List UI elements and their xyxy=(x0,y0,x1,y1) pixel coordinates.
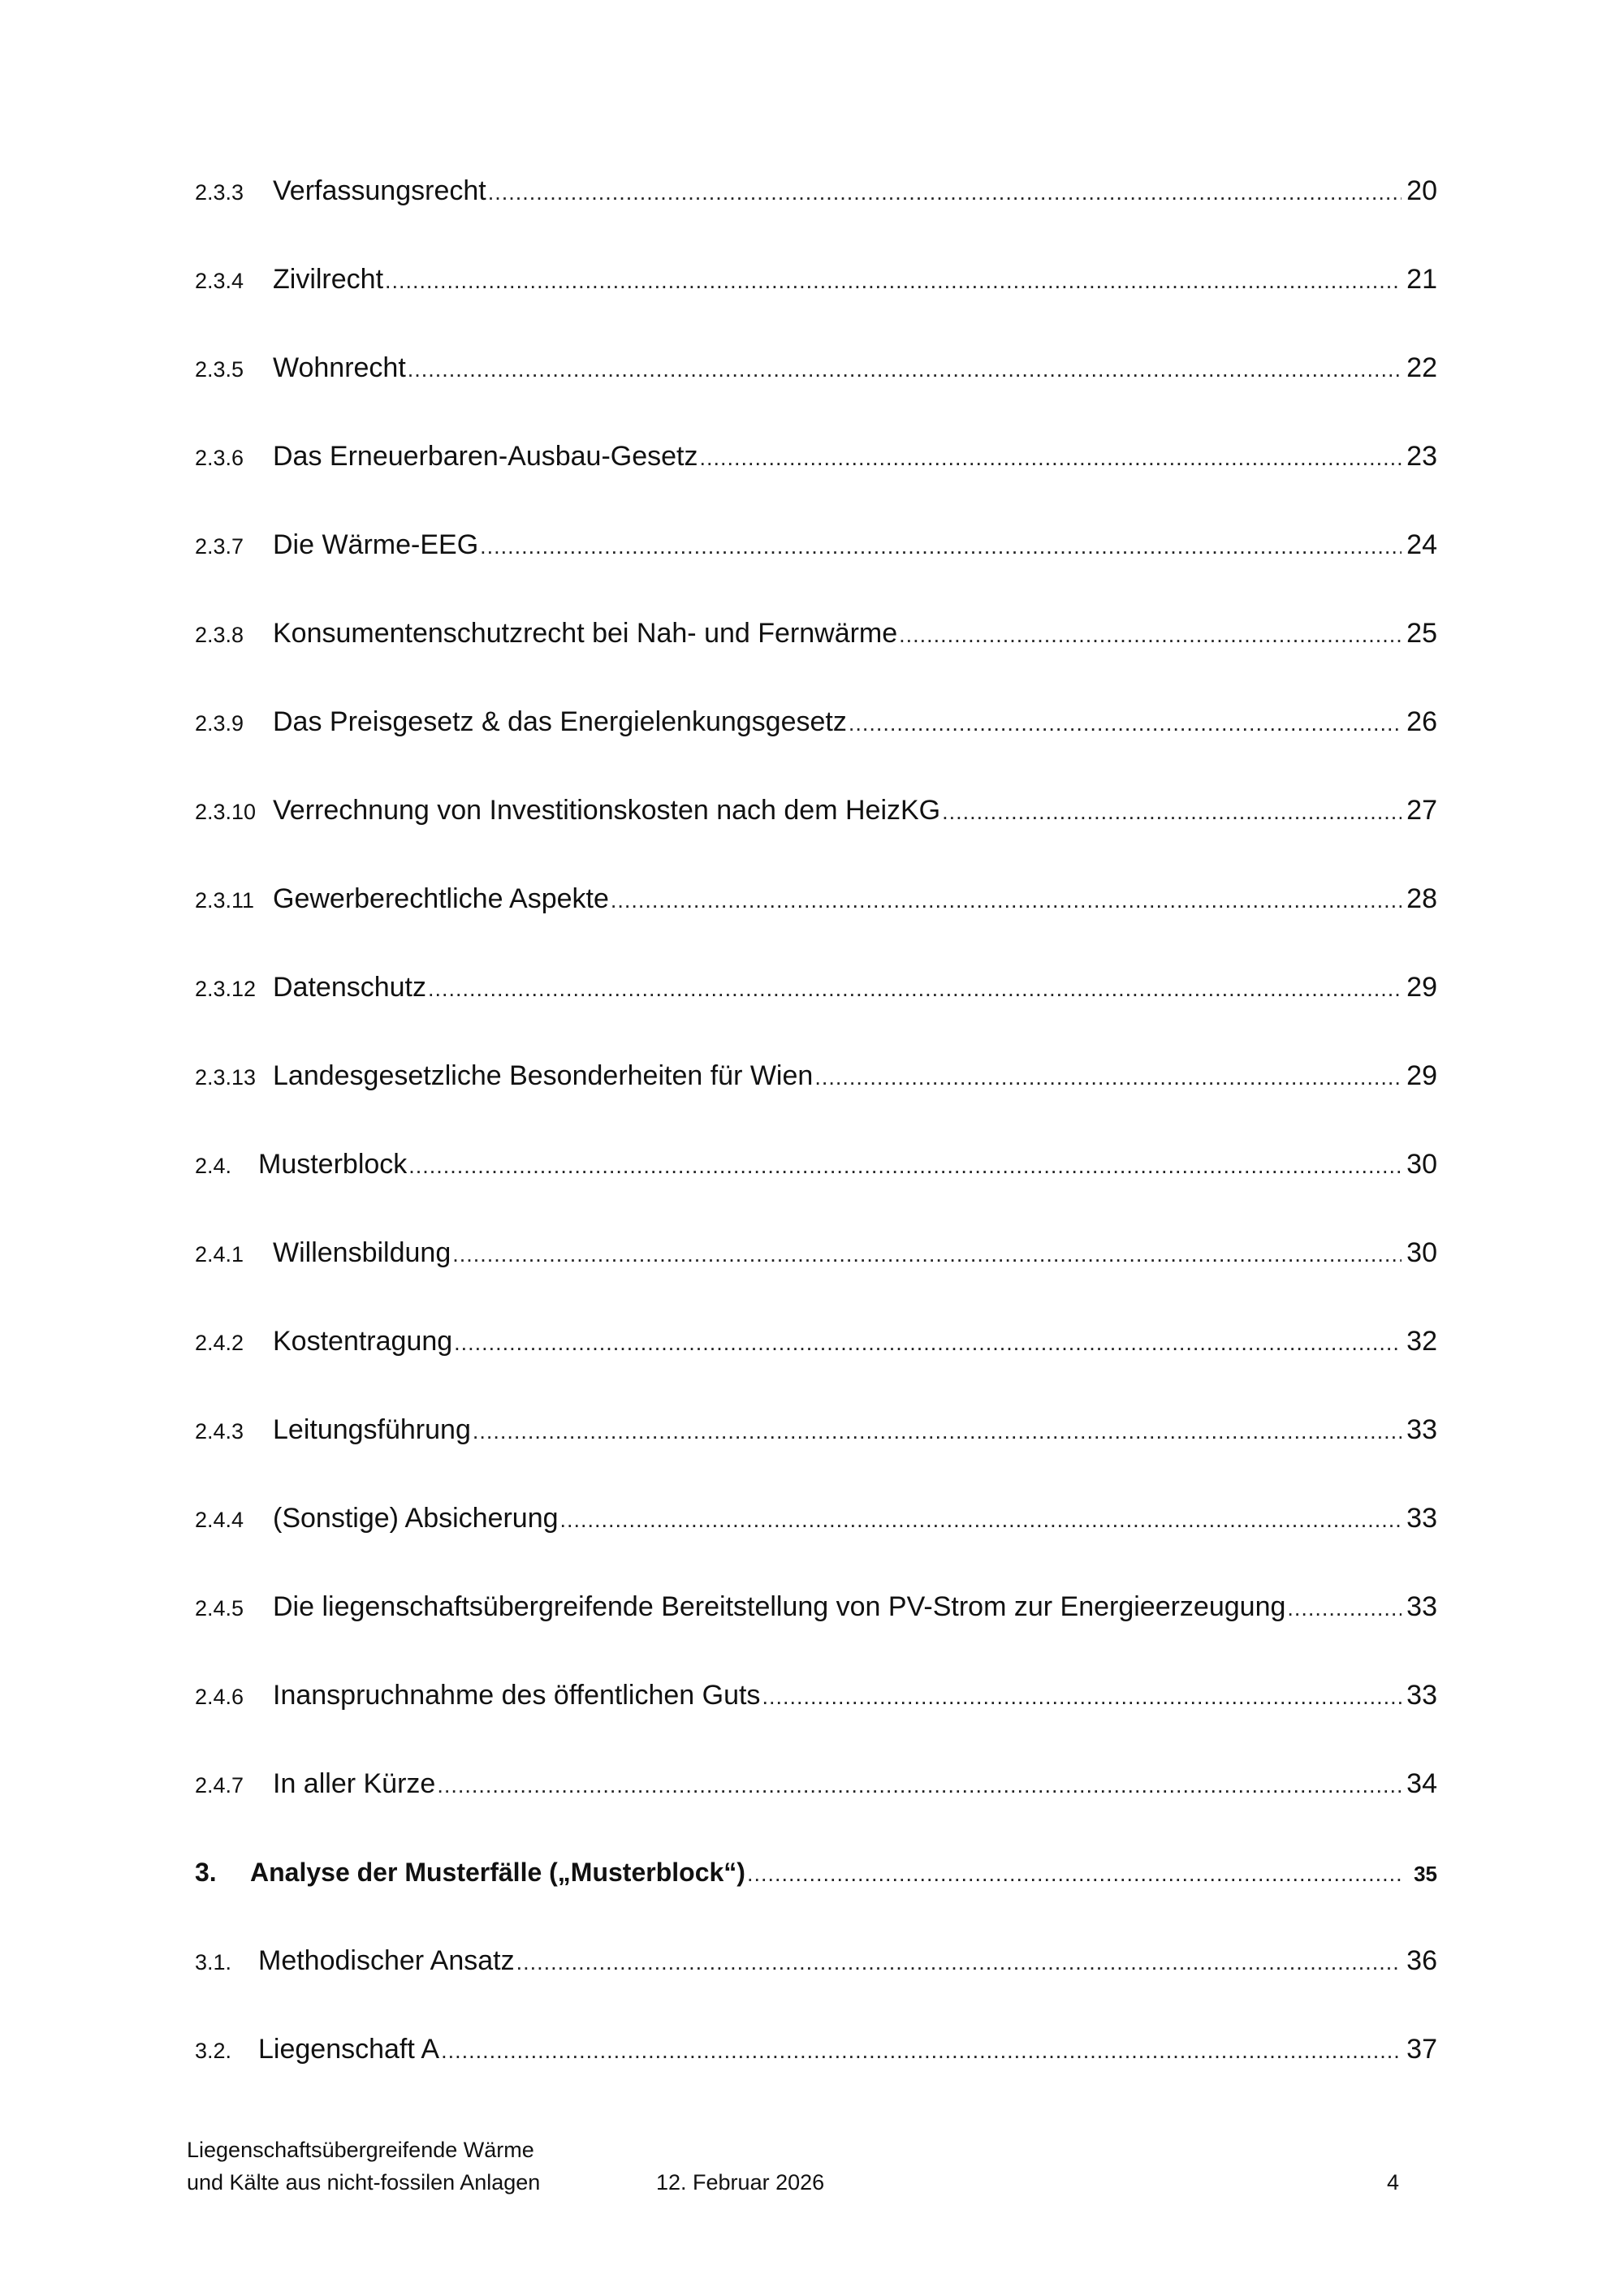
toc-dot-leader xyxy=(385,252,1402,309)
page-footer xyxy=(0,2134,1624,2207)
toc-entry-page: 23 xyxy=(1406,441,1437,472)
toc-dot-leader xyxy=(1287,1580,1402,1637)
toc-entry-title: In aller Kürze xyxy=(273,1768,436,1799)
toc-entry-title: Willensbildung xyxy=(273,1237,451,1268)
toc-dot-leader xyxy=(560,1491,1402,1548)
toc-entry-page: 24 xyxy=(1406,529,1437,560)
toc-entry[interactable] xyxy=(195,1755,1437,1844)
toc-entry-title: Methodischer Ansatz xyxy=(258,1945,515,1976)
toc-entry-number: 2.4.2 xyxy=(195,1331,244,1355)
toc-entry-number: 2.4.5 xyxy=(195,1596,244,1621)
toc-entry-page: 33 xyxy=(1406,1680,1437,1711)
toc-entry-title: Leitungsführung xyxy=(273,1414,471,1445)
toc-dot-leader xyxy=(480,518,1402,575)
toc-entry-number: 3.1. xyxy=(195,1950,232,1974)
toc-entry-number: 2.4. xyxy=(195,1154,232,1178)
toc-entry-page: 29 xyxy=(1406,1060,1437,1091)
toc-entry[interactable] xyxy=(195,339,1437,428)
toc-entry-page: 33 xyxy=(1406,1414,1437,1445)
toc-dot-leader xyxy=(849,695,1402,752)
toc-entry[interactable] xyxy=(195,162,1437,251)
toc-entry[interactable] xyxy=(195,1136,1437,1224)
table-of-contents xyxy=(195,162,1437,2109)
toc-dot-leader xyxy=(437,1757,1402,1814)
toc-entry-number: 2.3.4 xyxy=(195,269,244,293)
toc-entry-page: 32 xyxy=(1406,1326,1437,1357)
toc-entry[interactable] xyxy=(195,1578,1437,1667)
toc-entry-title: Verrechnung von Investitionskosten nach dem HeizKG xyxy=(273,795,941,826)
toc-entry-title: Das Preisgesetz & das Energielenkungsgesetz xyxy=(273,706,847,737)
toc-entry-page: 26 xyxy=(1406,706,1437,737)
toc-entry-title: Musterblock xyxy=(258,1149,408,1180)
toc-entry[interactable] xyxy=(195,251,1437,339)
toc-entry-title: Konsumentenschutzrecht bei Nah- und Fernwärme xyxy=(273,618,898,649)
toc-dot-leader xyxy=(762,1668,1402,1725)
toc-entry-title: Die Wärme-EEG xyxy=(273,529,479,560)
toc-entry-page: 29 xyxy=(1406,972,1437,1003)
toc-entry-number: 2.3.11 xyxy=(195,888,255,913)
toc-entry-title: Verfassungsrecht xyxy=(273,175,486,206)
toc-dot-leader xyxy=(454,1314,1402,1371)
toc-entry-number: 2.3.5 xyxy=(195,357,244,382)
toc-entry-title: Kostentragung xyxy=(273,1326,453,1357)
toc-entry-page: 20 xyxy=(1406,175,1437,206)
footer-title-line-2: und Kälte aus nicht-fossilen Anlagen xyxy=(187,2170,541,2195)
toc-dot-leader xyxy=(488,164,1402,221)
toc-entry[interactable] xyxy=(195,1932,1437,2021)
toc-entry-page: 33 xyxy=(1406,1503,1437,1534)
toc-entry-title: Datenschutz xyxy=(273,972,426,1003)
toc-entry-page: 25 xyxy=(1406,618,1437,649)
toc-entry[interactable] xyxy=(195,1313,1437,1401)
toc-dot-leader xyxy=(942,783,1402,840)
toc-entry[interactable] xyxy=(195,1047,1437,1136)
toc-entry-page: 28 xyxy=(1406,883,1437,914)
toc-entry-page: 37 xyxy=(1406,2034,1437,2065)
toc-entry[interactable] xyxy=(195,1667,1437,1755)
toc-entry[interactable] xyxy=(195,870,1437,959)
toc-entry[interactable] xyxy=(195,959,1437,1047)
toc-entry-page: 33 xyxy=(1406,1591,1437,1622)
toc-entry-title: (Sonstige) Absicherung xyxy=(273,1503,559,1534)
toc-entry-page: 22 xyxy=(1406,352,1437,383)
footer-page-number: 4 xyxy=(1387,2170,1400,2195)
toc-entry[interactable] xyxy=(195,516,1437,605)
toc-entry-title: Landesgesetzliche Besonderheiten für Wien xyxy=(273,1060,814,1091)
toc-entry-number: 2.4.7 xyxy=(195,1773,244,1798)
toc-entry-title: Analyse der Musterfälle („Musterblock“) xyxy=(250,1858,745,1887)
toc-dot-leader xyxy=(611,872,1402,929)
toc-entry-number: 2.4.4 xyxy=(195,1508,244,1532)
toc-entry-title: Liegenschaft A xyxy=(258,2034,440,2065)
toc-dot-leader xyxy=(452,1226,1402,1283)
footer-date: 12. Februar 2026 xyxy=(656,2170,825,2195)
toc-dot-leader xyxy=(747,1845,1402,1902)
toc-dot-leader xyxy=(899,606,1402,663)
toc-entry-number: 2.4.6 xyxy=(195,1685,244,1709)
toc-dot-leader xyxy=(408,341,1402,398)
toc-dot-leader xyxy=(408,1137,1402,1194)
toc-entry[interactable] xyxy=(195,782,1437,870)
toc-entry-title: Inanspruchnahme des öffentlichen Guts xyxy=(273,1680,761,1711)
toc-entry-title: Die liegenschaftsübergreifende Bereitstellung von PV-Strom zur Energieerzeugung xyxy=(273,1591,1286,1622)
toc-entry[interactable] xyxy=(195,2021,1437,2109)
footer-title-line-1: Liegenschaftsübergreifende Wärme xyxy=(187,2138,534,2162)
toc-dot-leader xyxy=(516,1934,1402,1991)
toc-entry-page: 34 xyxy=(1406,1768,1437,1799)
toc-entry-number: 2.3.6 xyxy=(195,446,244,470)
toc-entry-number: 2.3.9 xyxy=(195,711,244,736)
toc-entry-title: Das Erneuerbaren-Ausbau-Gesetz xyxy=(273,441,698,472)
toc-entry[interactable] xyxy=(195,1401,1437,1490)
footer-document-title xyxy=(187,2134,609,2199)
toc-chapter-entry[interactable] xyxy=(195,1844,1437,1932)
toc-entry[interactable] xyxy=(195,693,1437,782)
toc-entry[interactable] xyxy=(195,428,1437,516)
toc-entry-title: Wohnrecht xyxy=(273,352,406,383)
toc-dot-leader xyxy=(441,2022,1402,2079)
toc-entry-page: 27 xyxy=(1406,795,1437,826)
toc-dot-leader xyxy=(700,429,1402,486)
toc-entry-number: 2.4.3 xyxy=(195,1419,244,1444)
toc-entry-page: 35 xyxy=(1414,1862,1437,1886)
toc-entry-page: 30 xyxy=(1406,1237,1437,1268)
toc-entry-title: Zivilrecht xyxy=(273,264,384,295)
toc-entry-title: Gewerberechtliche Aspekte xyxy=(273,883,609,914)
toc-dot-leader xyxy=(473,1403,1402,1460)
toc-entry-number: 2.3.13 xyxy=(195,1065,257,1090)
toc-entry[interactable] xyxy=(195,1490,1437,1578)
toc-entry-number: 2.4.1 xyxy=(195,1242,244,1267)
toc-entry-number: 2.3.7 xyxy=(195,534,244,559)
toc-dot-leader xyxy=(814,1049,1402,1106)
toc-entry-number: 3. xyxy=(195,1858,217,1887)
toc-dot-leader xyxy=(428,960,1402,1017)
toc-entry-number: 2.3.10 xyxy=(195,800,257,824)
toc-entry[interactable] xyxy=(195,605,1437,693)
toc-entry-number: 2.3.3 xyxy=(195,180,244,205)
toc-entry-page: 30 xyxy=(1406,1149,1437,1180)
toc-entry-page: 36 xyxy=(1406,1945,1437,1976)
toc-entry-number: 2.3.8 xyxy=(195,623,244,647)
toc-entry-number: 2.3.12 xyxy=(195,977,257,1001)
toc-entry-page: 21 xyxy=(1406,264,1437,295)
toc-entry[interactable] xyxy=(195,1224,1437,1313)
toc-entry-number: 3.2. xyxy=(195,2039,232,2063)
